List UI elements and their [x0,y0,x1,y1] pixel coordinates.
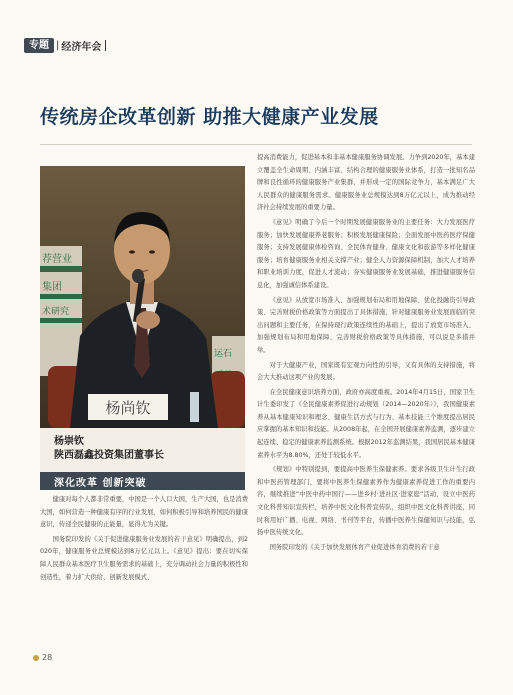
nameplate-text: 杨尚钦 [105,399,151,417]
backdrop-text-1: 荐营业 [42,254,72,265]
section-banner-text: 深化改革 创新突破 [54,478,147,489]
right-text-column [257,152,475,556]
speaker-photo-illustration [40,166,245,428]
backdrop-text-3: 术研究 [42,307,70,317]
section-separator: | [56,39,60,51]
page-number-text: 28 [42,653,53,662]
right-paragraph: 《意见》明确了今后一个时期发展健康服务业的主要任务：大力发展医疗服务；加快发展健康养老服务；积极发展健康保险；全面发展中医药医疗保健服务；支持发展健康体检咨询、全民体育健身、健康文化和旅游等多样化健康服务；培育健康服务业相关支撑产业；健全人力资源保障机制，加大人才培养和职业培训力度，促进人才流动；夯实健康服务业发展基础，推进健康服务信息化，加强诚信体系建设。 [257,218,475,289]
section-divider [105,40,106,51]
title-divider [40,144,472,145]
caption-name: 杨崇钦 [54,436,84,447]
right-paragraph: 《规划》中特别提到，要提高中医养生保健素养。要求各级卫生计生行政和中医药管理部门，要将中医养生保健素养作为健康素养促进工作的重要内容，继续推进“中医中药中国行——进乡村·进社区·进家庭”活动，设立中医药文化科普知识宣传栏，培养中医文化科普宣传队，组织中医文化科普讲座，同时利用好广播、电视、网络、书刊等平台，传播中医养生保健知识与技能，弘扬中医传统文化。 [257,466,475,537]
right-paragraph: 在全民健康意识培养方面，政府亦高度重视。2014年4月15日，国家卫生计生委印发了《全民健康素养促进行动规划（2014—2020年）》，我国健康素养从基本健康知识和理念、健康生活方式与行为、基本技能三个维度提出居民应掌握的基本知识和技能。从2008年起，在全国开展健康素养监测，逐步建立起连续、稳定的健康素养监测系统。根据2012年监测结果，我国居民基本健康素养水平为8.80%，还处于较低水平。 [257,388,475,459]
left-paragraph: 健康对每个人都非常重要，中国是一个人口大国，生产大国，也是消费大国，如何营造一种健康有序的行业发展，如何积极引导和培养国民的健康意识，传递全民健康的正能量，显得尤为关键。 [40,496,248,529]
right-paragraph: 对于大健康产业，国家既有宏观方向性的引导，又有具体的支持措施，将会大大推动这项产业的发展。 [257,361,475,382]
backdrop-text-2: 集团 [42,282,62,293]
article-title: 传统房企改革创新 助推大健康产业发展 [40,106,379,128]
right-paragraph: 提高消费能力，促进基本和非基本健康服务协调发展。力争到2020年，基本建立覆盖全生命周期、内涵丰富、结构合理的健康服务业体系，打造一批知名品牌和良性循环的健康服务产业集群，并形成一定的国际竞争力，基本满足广大人民群众的健康服务需求。健康服务业总规模达到8万亿元以上，成为推动经济社会持续发展的重要力量。 [257,154,475,212]
caption-role: 陕西磊鑫投资集团董事长 [54,450,164,461]
right-paragraph: 国务院印发的《关于加快发展体育产业促进体育消费的若干意 [269,543,440,551]
page-number-dot-icon [33,655,39,661]
backdrop-text-4: 运石 [214,349,233,359]
right-paragraph: 《意见》从放宽市场准入、加强规划布局和用地保障、优化投融资引导政策、完善财税价格政策等方面提出了具体措施，针对健康服务业发展面临的突出问题和主要任务，在保持现行政策连续性的基础上，提出了放宽市场准入、加强规划布局和用地保障、完善财税价格政策等具体措施，可以说是多措并举。 [257,296,475,354]
section-column-name: 经济年会 [61,41,102,53]
left-text-column [40,494,248,586]
page-number [33,653,52,662]
left-paragraph: 国务院印发的《关于促进健康服务业发展的若干意见》明确提出，到2020年，健康服务业总规模达到8万亿元以上。《意见》提出：要在切实保障人民群众基本医疗卫生服务需求的基础上，充分调动社会力量的积极性和创造性，着力扩大供给、创新发展模式、 [40,535,248,581]
section-banner [40,472,245,490]
section-tag [24,37,106,53]
section-tag-label: 专题 [24,38,54,53]
speaker-photo [40,166,245,428]
